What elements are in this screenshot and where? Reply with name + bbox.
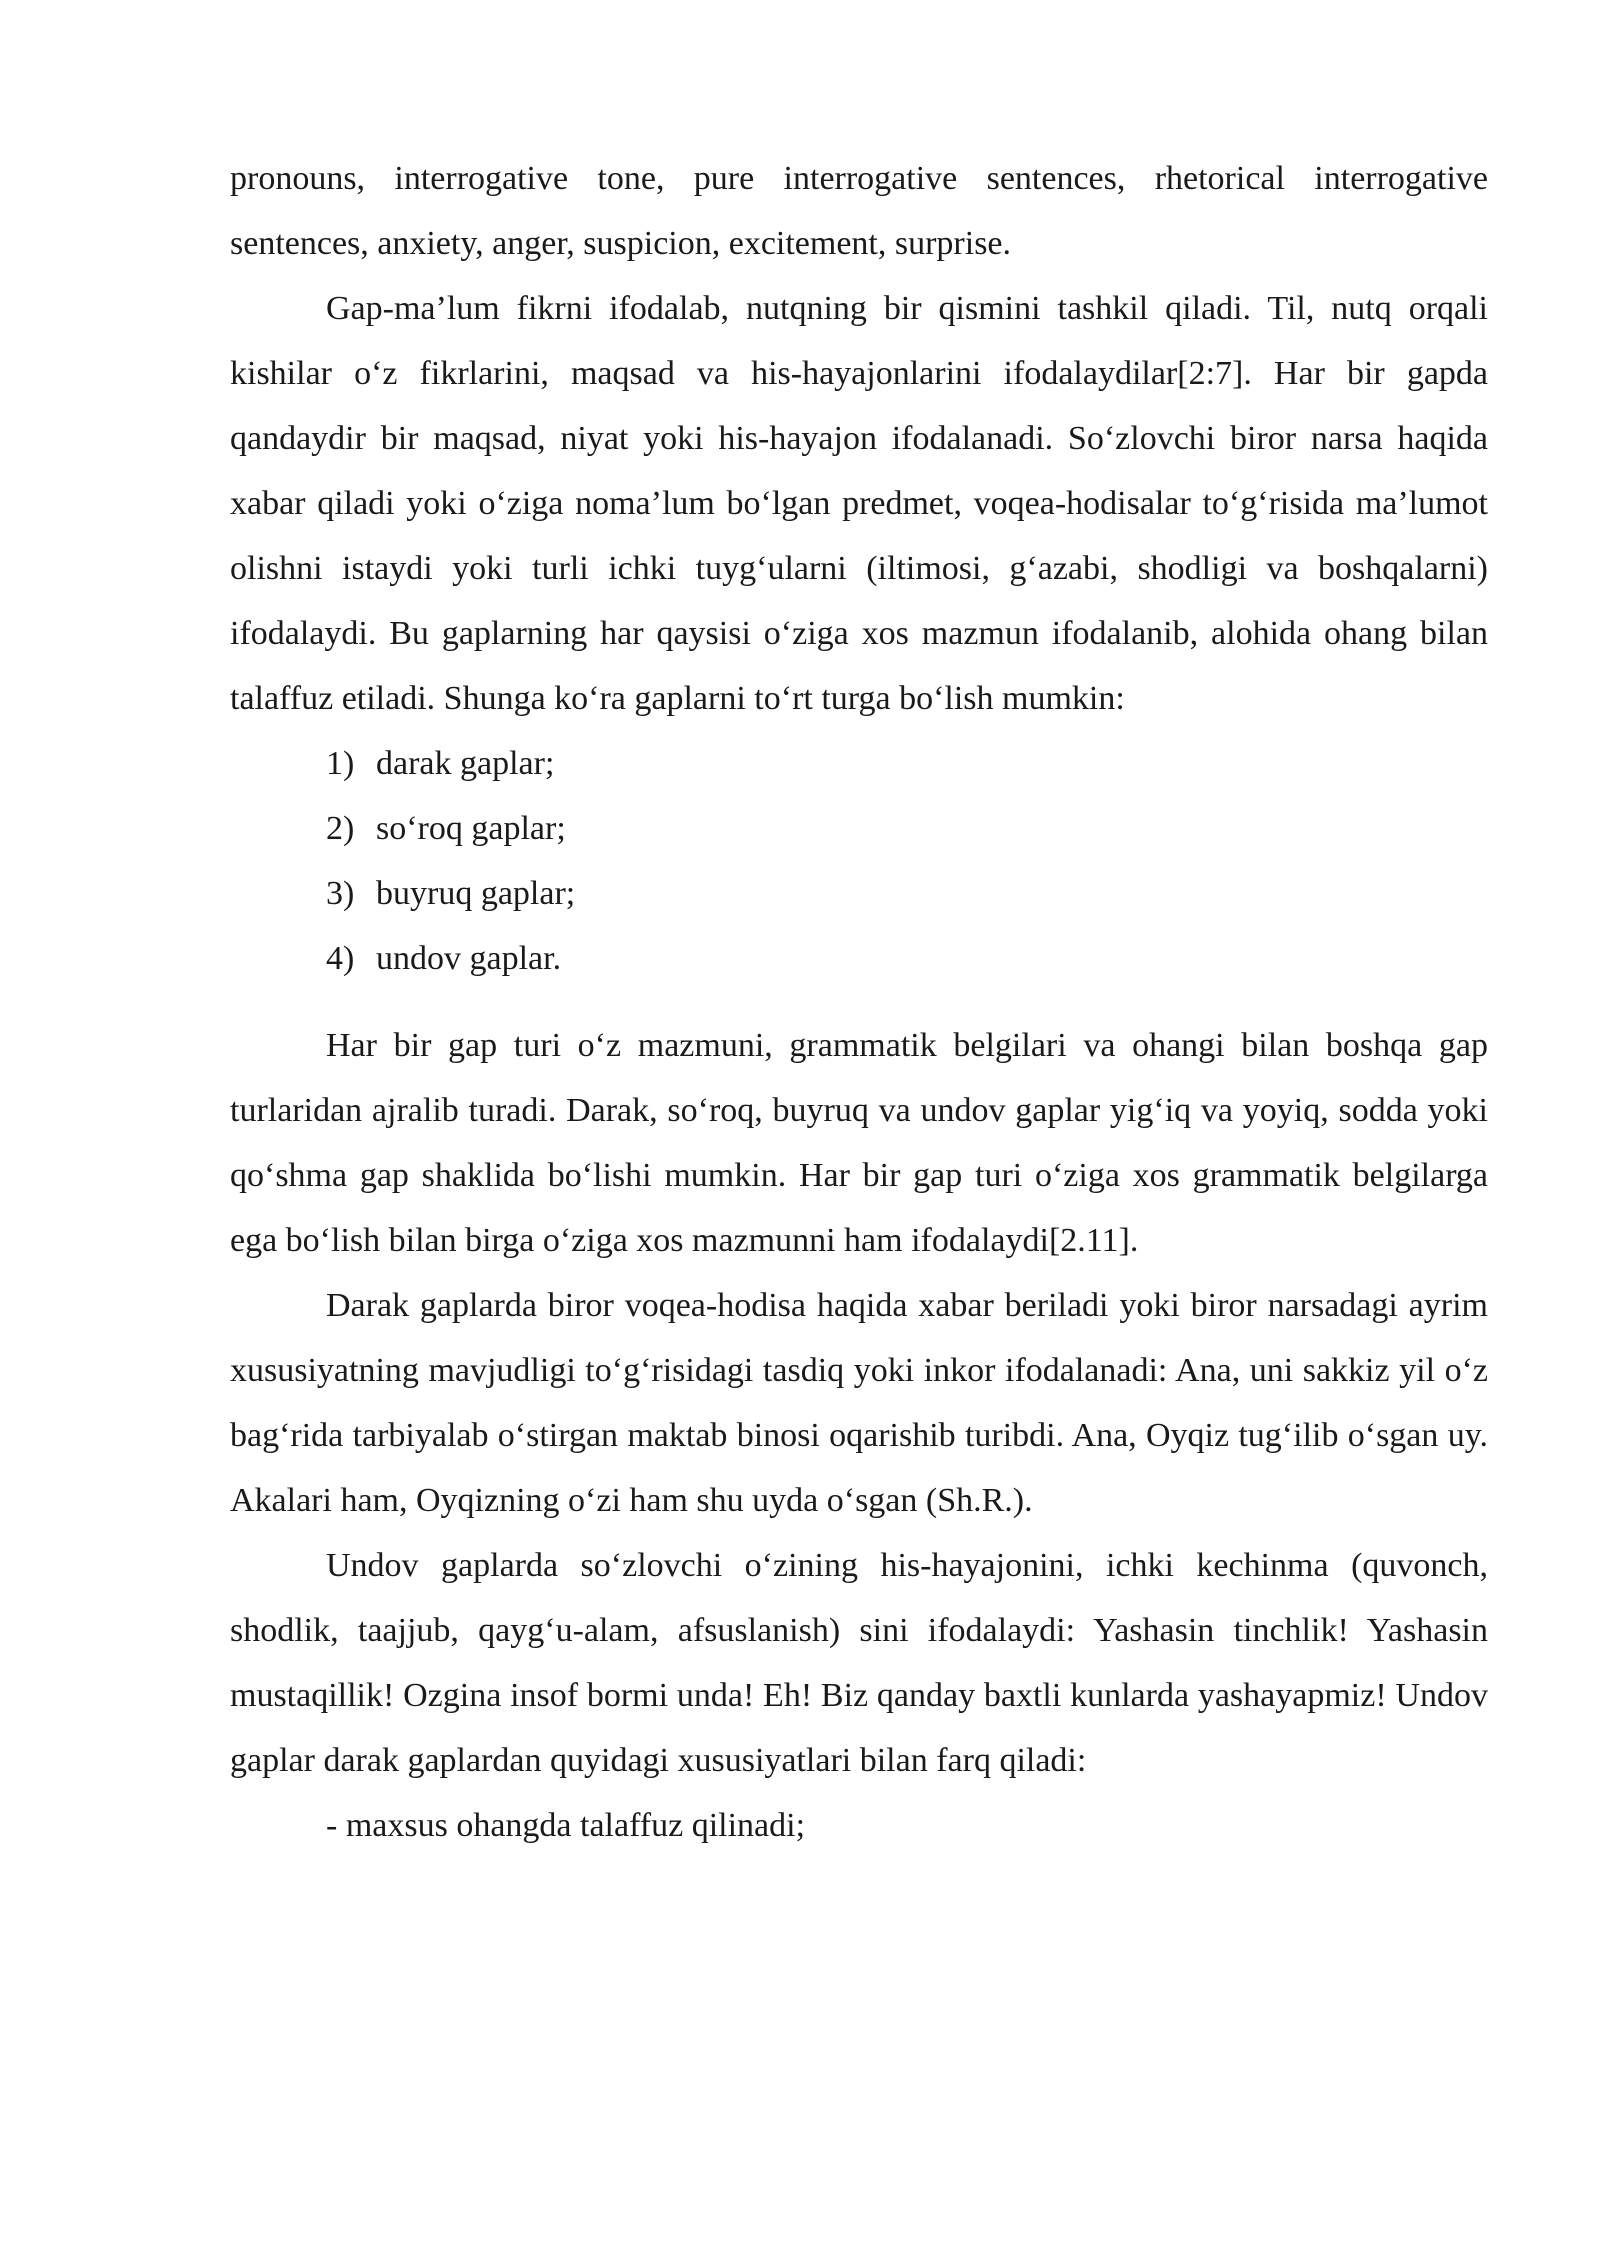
list-item-text: so‘roq gaplar; (376, 810, 566, 847)
list-item-number: 4) (326, 940, 355, 977)
list-item-number: 1) (326, 745, 355, 782)
list-item-number: 2) (326, 810, 355, 847)
list-item-text: buyruq gaplar; (376, 875, 576, 912)
intro-paragraph: pronouns, interrogative tone, pure interrogative sentences, rhetorical interrogative sentences, anxiety, anger, suspicion, excitement, surprise. (230, 160, 1488, 262)
list-item-text: undov gaplar. (376, 940, 562, 977)
list-item-number: 3) (326, 875, 355, 912)
paragraph-sentence-types: Gap-ma’lum fikrni ifodalab, nutqning bir qismini tashkil qiladi. Til, nutq orqali kishilar o‘z fikrlarini, maqsad va his-hayajonlarini ifodalaydilar[2:7]. Har bir gapda qandaydir bir maqsad, niyat yoki his-hayajon ifodalanadi. So‘zlovchi biror narsa haqida xabar qiladi yoki o‘ziga noma’lum bo‘lgan predmet, voqea-hodisalar to‘g‘risida ma’lumot olishni istaydi yoki turli ichki tuyg‘ularni (iltimosi, g‘azabi, shodligi va boshqalarni) ifodalaydi. Bu gaplarning har qaysisi o‘ziga xos mazmun ifodalanib, alohida ohang bilan talaffuz etiladi. Shunga ko‘ra gaplarni to‘rt turga bo‘lish mumkin: (230, 290, 1488, 717)
list-item (230, 731, 1488, 796)
paragraph-gap-turi: Har bir gap turi o‘z mazmuni, grammatik belgilari va ohangi bilan boshqa gap turlaridan ajralib turadi. Darak, so‘roq, buyruq va undov gaplar yig‘iq va yoyiq, sodda yoki qo‘shma gap shaklida bo‘lishi mumkin. Har bir gap turi o‘ziga xos grammatik belgilarga ega bo‘lish bilan birga o‘ziga xos mazmunni ham ifodalaydi[2.11]. (230, 1027, 1488, 1259)
list-item-text: darak gaplar; (376, 745, 555, 782)
list-item (230, 796, 1488, 861)
list-item (230, 926, 1488, 991)
paragraph-undov-gaplar: Undov gaplarda so‘zlovchi o‘zining his-hayajonini, ichki kechinma (quvonch, shodlik, taajjub, qayg‘u-alam, afsuslanish) sini ifodalaydi: Yashasin tinchlik! Yashasin mustaqillik! Ozgina insof bormi unda! Eh! Biz qanday baxtli kunlarda yashayapmiz! Undov gaplar darak gaplardan quyidagi xususiyatlari bilan farq qiladi: (230, 1547, 1488, 1779)
list-item (230, 861, 1488, 926)
paragraph-darak-gaplar: Darak gaplarda biror voqea-hodisa haqida xabar beriladi yoki biror narsadagi ayrim xususiyatning mavjudligi to‘g‘risidagi tasdiq yoki inkor ifodalanadi: Ana, uni sakkiz yil o‘z bag‘rida tarbiyalab o‘stirgan maktab binosi oqarishib turibdi. Ana, Oyqiz tug‘ilib o‘sgan uy. Akalari ham, Oyqizning o‘zi ham shu uyda o‘sgan (Sh.R.). (230, 1287, 1488, 1519)
dash-list-item: - maxsus ohangda talaffuz qilinadi; (326, 1807, 806, 1844)
sentence-types-list (230, 731, 1488, 991)
document-page (230, 146, 1488, 1858)
